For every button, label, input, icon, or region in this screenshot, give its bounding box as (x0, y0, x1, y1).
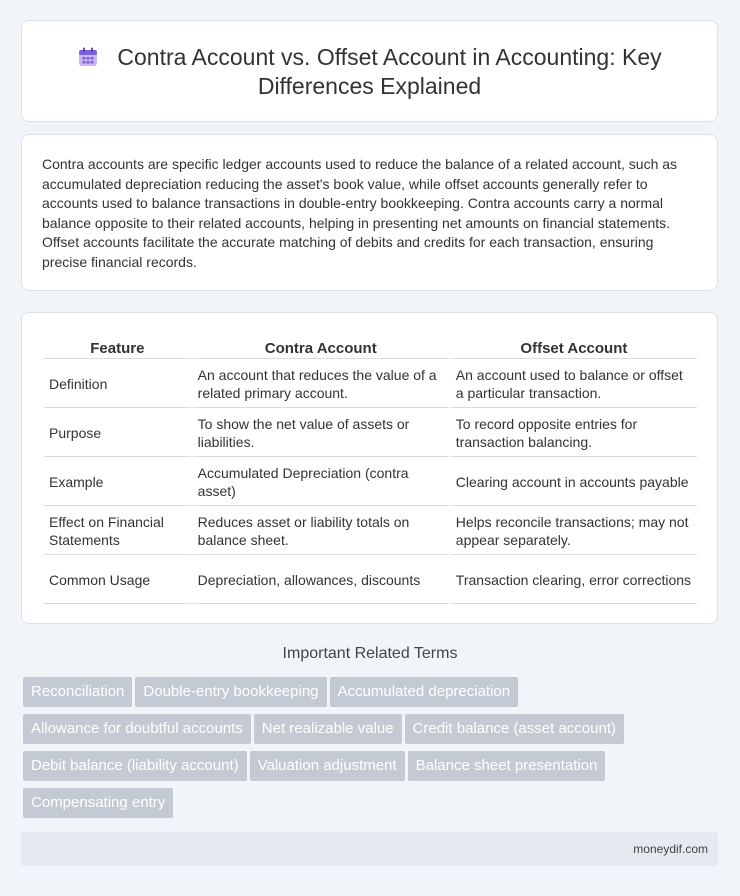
intro-paragraph: Contra accounts are specific ledger accounts used to reduce the balance of a related account, such as accumulated depreciation reducing the asset's book value, while offset accounts generally refer to accounts used to balance transactions in double-entry bookkeeping. Contra accounts carry a normal balance opposite to their related accounts, helping in presenting net amounts on financial statements. Offset accounts facilitate the accurate matching of debits and credits for each transaction, ensuring precise financial records. (42, 156, 678, 270)
row-feature: Purpose (44, 410, 191, 457)
related-term-tag[interactable]: Accumulated depreciation (330, 677, 519, 707)
related-term-tag[interactable]: Valuation adjustment (250, 751, 405, 781)
related-term-tag[interactable]: Balance sheet presentation (408, 751, 606, 781)
related-term-tag[interactable]: Credit balance (asset account) (405, 714, 624, 744)
header-contra-account: Contra Account (193, 338, 449, 359)
row-feature: Effect on Financial Statements (44, 508, 191, 555)
table-header-row (44, 338, 697, 359)
related-term-tag[interactable]: Net realizable value (254, 714, 402, 744)
footer-site[interactable]: moneydif.com (633, 842, 708, 856)
related-terms-title: Important Related Terms (282, 645, 458, 662)
table-row (44, 557, 697, 604)
intro-card (21, 134, 718, 291)
header-offset-account: Offset Account (451, 338, 697, 359)
header-feature: Feature (44, 338, 191, 359)
row-contra: Accumulated Depreciation (contra asset) (193, 459, 449, 506)
row-offset: An account used to balance or offset a particular transaction. (451, 361, 697, 408)
related-term-tag[interactable]: Debit balance (liability account) (23, 751, 247, 781)
table-row (44, 410, 697, 457)
title-card (21, 20, 718, 122)
row-feature: Definition (44, 361, 191, 408)
page-title: Contra Account vs. Offset Account in Accounting: Key Differences Explained (117, 44, 662, 99)
related-term-tag[interactable]: Compensating entry (23, 788, 173, 818)
row-feature: Example (44, 459, 191, 506)
row-offset: Helps reconcile transactions; may not appear separately. (451, 508, 697, 555)
footer (21, 832, 718, 866)
row-contra: Reduces asset or liability totals on balance sheet. (193, 508, 449, 555)
calendar-icon (77, 46, 99, 68)
row-contra: An account that reduces the value of a related primary account. (193, 361, 449, 408)
comparison-table (42, 336, 699, 606)
comparison-table-card (21, 312, 718, 624)
table-row (44, 508, 697, 555)
row-offset: Clearing account in accounts payable (451, 459, 697, 506)
table-row (44, 459, 697, 506)
related-term-tag[interactable]: Allowance for doubtful accounts (23, 714, 251, 744)
page-title-wrap (22, 43, 717, 101)
row-feature: Common Usage (44, 557, 191, 604)
row-offset: To record opposite entries for transaction balancing. (451, 410, 697, 457)
related-term-tag[interactable]: Reconciliation (23, 677, 132, 707)
row-offset: Transaction clearing, error corrections (451, 557, 697, 604)
related-term-tag[interactable]: Double-entry bookkeeping (135, 677, 326, 707)
row-contra: To show the net value of assets or liabilities. (193, 410, 449, 457)
related-terms-list (23, 677, 723, 825)
row-contra: Depreciation, allowances, discounts (193, 557, 449, 604)
table-row (44, 361, 697, 408)
